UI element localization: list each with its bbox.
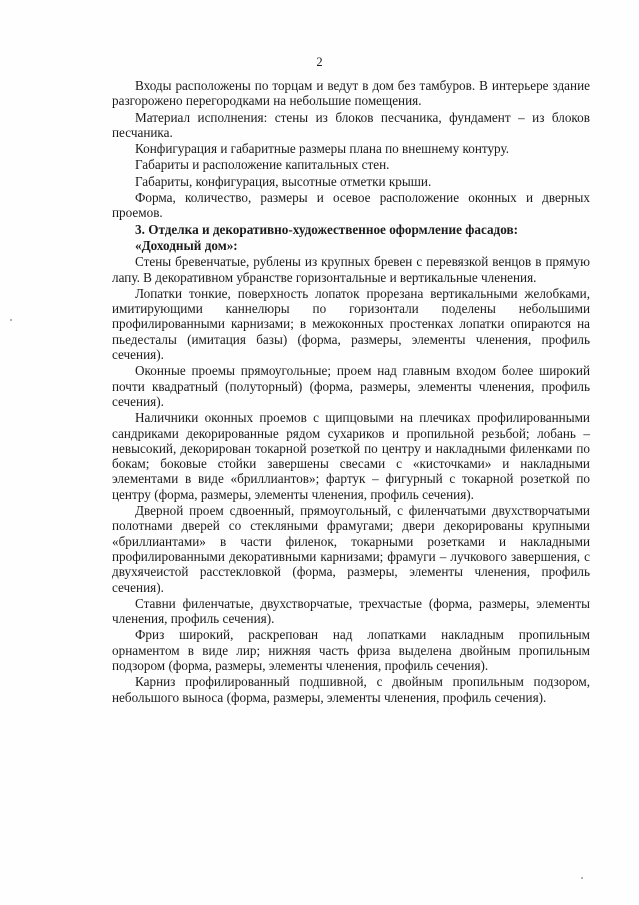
- paragraph-window-frames: Наличники оконных проемов с щипцовыми на плечиках профилированными сандриками декорированные рядом сухариков и пропильной резьбой; лобань – невысокий, декорирован токарной розеткой по центру и накладными филенками по бокам; боковые стойки завершены свесами с «кисточками» и накладными элементами в виде «бриллиантов»; фартук – фигурный с токарной розеткой по центру (форма, размеры, элементы членения, профиль сечения).: [112, 410, 590, 502]
- scan-speck: [10, 319, 12, 321]
- section-subheading: «Доходный дом»:: [135, 237, 238, 253]
- paragraph-frieze: Фриз широкий, раскрепован над лопатками накладным пропильным орнаментом в виде лир; нижняя часть фриза выделена двойным пропильным подзором (форма, размеры, элементы членения, профиль сечения).: [112, 627, 590, 673]
- section-heading: 3. Отделка и декоративно-художественное оформление фасадов:: [135, 221, 519, 237]
- paragraph-pilasters: Лопатки тонкие, поверхность лопаток прорезана вертикальными желобками, имитирующими каннелюры по горизонтали поделены небольшими профилированными карнизами; в межоконных простенках лопатки опираются на пьедесталы (имитация базы) (форма, размеры, элементы членения, профиль сечения).: [112, 285, 590, 363]
- paragraph-material: Материал исполнения: стены из блоков песчаника, фундамент – из блоков песчаника.: [112, 109, 590, 140]
- document-body: [112, 78, 590, 706]
- scan-speck: [581, 877, 583, 879]
- paragraph-cornice: Карниз профилированный подшивной, с двойным пропильным подзором, небольшого выноса (форма, размеры, элементы членения, профиль сечения).: [112, 674, 590, 705]
- paragraph-entrances: Входы расположены по торцам и ведут в дом без тамбуров. В интерьере здание разгорожено перегородками на небольшие помещения.: [112, 78, 590, 109]
- paragraph-walls: Габариты и расположение капитальных стен.: [135, 157, 390, 173]
- paragraph-window-openings: Оконные проемы прямоугольные; проем над главным входом более широкий почти квадратный (полуторный) (форма, размеры, элементы членения, профиль сечения).: [112, 363, 590, 409]
- paragraph-walls-log: Стены бревенчатые, рублены из крупных бревен с перевязкой венцов в прямую лапу. В декоративном убранстве горизонтальные и вертикальные членения.: [112, 254, 590, 285]
- paragraph-door: Дверной проем сдвоенный, прямоугольный, с филенчатыми двухстворчатыми полотнами дверей со стекляными фрамугами; двери декорированы крупными «бриллиантами» в части филенок, токарными розетками и накладными профилированными декоративными карнизами; фрамуги – лучкового завершения, с двухячеистой расстекловкой (форма, размеры, элементы членения, профиль сечения).: [112, 503, 590, 595]
- paragraph-openings: Форма, количество, размеры и осевое расположение оконных и дверных проемов.: [112, 190, 590, 221]
- page-number: 2: [316, 55, 323, 69]
- paragraph-shutters: Ставни филенчатые, двухстворчатые, трехчастые (форма, размеры, элементы членения, профиль сечения).: [112, 595, 590, 627]
- paragraph-plan-configuration: Конфигурация и габаритные размеры плана по внешнему контуру.: [135, 141, 510, 157]
- paragraph-roof: Габариты, конфигурация, высотные отметки крыши.: [135, 173, 432, 189]
